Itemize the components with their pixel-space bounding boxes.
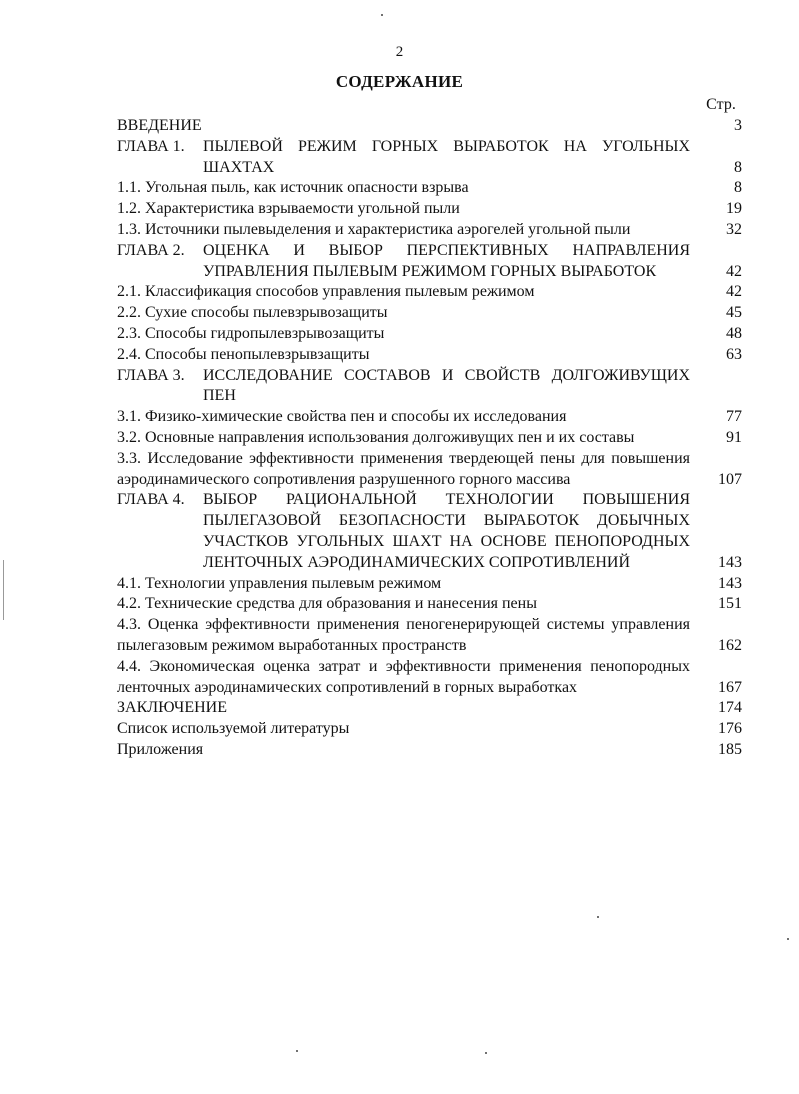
chapter-label: ГЛАВА 1. bbox=[117, 137, 185, 155]
toc-entry-page: 45 bbox=[726, 304, 742, 322]
chapter-title: ИССЛЕДОВАНИЕ СОСТАВОВ И СВОЙСТВ ДОЛГОЖИВУЩИХ ПЕН bbox=[203, 366, 690, 405]
toc-entry-page: 176 bbox=[718, 720, 742, 738]
toc-entry-text: 2.4. Способы пенопылевзрывзащиты bbox=[117, 345, 370, 363]
toc-entry-1-3 bbox=[117, 220, 742, 241]
toc-entry-page: 32 bbox=[726, 220, 742, 238]
chapter-title: ОЦЕНКА И ВЫБОР ПЕРСПЕКТИВНЫХ НАПРАВЛЕНИЯ УПРАВЛЕНИЯ ПЫЛЕВЫМ РЕЖИМОМ ГОРНЫХ ВЫРАБОТОК bbox=[203, 241, 690, 280]
scan-speck bbox=[597, 916, 599, 918]
toc-entry-2-2 bbox=[117, 303, 742, 324]
toc-entry-introduction bbox=[117, 116, 742, 137]
scan-speck bbox=[381, 14, 383, 16]
toc-entry-page: 3 bbox=[734, 117, 742, 134]
toc-entry-page: 143 bbox=[718, 553, 742, 571]
toc-entry-chapter-4 bbox=[117, 490, 742, 573]
table-of-contents bbox=[117, 116, 742, 761]
toc-entry-2-4 bbox=[117, 345, 742, 366]
toc-entry-4-4 bbox=[117, 657, 742, 699]
toc-entry-appendices bbox=[117, 740, 742, 761]
toc-entry-chapter-1 bbox=[117, 137, 742, 179]
page-column-label: Стр. bbox=[706, 96, 736, 113]
toc-entry-page: 8 bbox=[734, 158, 742, 176]
chapter-title: ВЫБОР РАЦИОНАЛЬНОЙ ТЕХНОЛОГИИ ПОВЫШЕНИЯ ПЫЛЕГАЗОВОЙ БЕЗОПАСНОСТИ ВЫРАБОТОК ДОБЫЧНЫХ УЧАСТКОВ УГОЛЬНЫХ ШАХТ НА ОСНОВЕ ПЕНОПОРОДНЫХ ЛЕНТОЧНЫХ АЭРОДИНАМИЧЕСКИХ СОПРОТИВЛЕНИЙ bbox=[203, 491, 690, 571]
scan-edge-line bbox=[3, 560, 4, 620]
toc-entry-text: Список используемой литературы bbox=[117, 720, 350, 738]
toc-entry-text: 3.1. Физико-химические свойства пен и способы их исследования bbox=[117, 408, 567, 426]
toc-entry-2-1 bbox=[117, 282, 742, 303]
toc-entry-page: 167 bbox=[718, 678, 742, 696]
chapter-label: ГЛАВА 3. bbox=[117, 366, 185, 384]
toc-entry-page: 19 bbox=[726, 200, 742, 218]
toc-entry-text: ЗАКЛЮЧЕНИЕ bbox=[117, 699, 227, 717]
toc-entry-chapter-2 bbox=[117, 241, 742, 283]
toc-entry-page: 143 bbox=[718, 574, 742, 592]
toc-entry-page: 42 bbox=[726, 262, 742, 280]
toc-entry-page: 151 bbox=[718, 595, 742, 613]
toc-entry-text: 4.3. Оценка эффективности применения пеногенерирующей системы управления пылегазовым режимом выработанных пространств bbox=[117, 616, 690, 654]
toc-entry-text: 4.4. Экономическая оценка затрат и эффективности применения пенопородных ленточных аэродинамических сопротивлений в горных выработках bbox=[117, 657, 690, 696]
chapter-label: ГЛАВА 2. bbox=[117, 241, 185, 259]
toc-entry-1-2 bbox=[117, 199, 742, 220]
toc-entry-page: 91 bbox=[726, 428, 742, 446]
toc-entry-text: 1.3. Источники пылевыделения и характеристика аэрогелей угольной пыли bbox=[117, 220, 631, 238]
toc-entry-page: 48 bbox=[726, 324, 742, 342]
scan-speck bbox=[787, 938, 789, 940]
toc-entry-page: 63 bbox=[726, 345, 742, 363]
toc-entry-page: 8 bbox=[734, 179, 742, 197]
scan-speck bbox=[485, 1052, 487, 1054]
toc-entry-text: 2.1. Классификация способов управления пылевым режимом bbox=[117, 283, 535, 301]
chapter-label: ГЛАВА 4. bbox=[117, 491, 185, 509]
toc-entry-page: 42 bbox=[726, 283, 742, 301]
toc-entry-3-1 bbox=[117, 407, 742, 428]
page-title: СОДЕРЖАНИЕ bbox=[335, 72, 464, 91]
toc-entry-page: 174 bbox=[718, 699, 742, 717]
toc-entry-text: Приложения bbox=[117, 740, 204, 758]
toc-entry-1-1 bbox=[117, 178, 742, 199]
chapter-title: ПЫЛЕВОЙ РЕЖИМ ГОРНЫХ ВЫРАБОТОК НА УГОЛЬНЫХ ШАХТАХ bbox=[203, 137, 690, 176]
toc-entry-2-3 bbox=[117, 324, 742, 345]
toc-entry-page: 107 bbox=[718, 470, 742, 488]
toc-entry-text: 4.1. Технологии управления пылевым режимом bbox=[117, 574, 442, 592]
toc-entry-3-2 bbox=[117, 428, 742, 449]
toc-entry-3-3 bbox=[117, 449, 742, 491]
toc-entry-conclusion bbox=[117, 698, 742, 719]
toc-entry-text: ВВЕДЕНИЕ bbox=[117, 117, 202, 134]
toc-entry-text: 2.2. Сухие способы пылевзрывозащиты bbox=[117, 304, 388, 322]
toc-entry-chapter-3 bbox=[117, 366, 742, 408]
toc-entry-text: 1.2. Характеристика взрываемости угольной пыли bbox=[117, 200, 460, 218]
toc-entry-text: 4.2. Технические средства для образования и нанесения пены bbox=[117, 595, 537, 613]
toc-entry-text: 3.3. Исследование эффективности применения твердеющей пены для повышения аэродинамического сопротивления разрушенного горного массива bbox=[117, 449, 690, 488]
toc-entry-references bbox=[117, 719, 742, 740]
scan-speck bbox=[296, 1050, 298, 1052]
toc-entry-text: 2.3. Способы гидропылевзрывозащиты bbox=[117, 324, 385, 342]
toc-entry-page: 77 bbox=[726, 408, 742, 426]
toc-entry-4-3 bbox=[117, 615, 742, 657]
toc-entry-text: 3.2. Основные направления использования долгоживущих пен и их составы bbox=[117, 428, 635, 446]
toc-entry-page: 185 bbox=[718, 740, 742, 758]
toc-entry-page: 162 bbox=[718, 636, 742, 654]
toc-entry-4-2 bbox=[117, 594, 742, 615]
page-number: 2 bbox=[395, 44, 404, 60]
toc-entry-4-1 bbox=[117, 574, 742, 595]
toc-entry-text: 1.1. Угольная пыль, как источник опасности взрыва bbox=[117, 179, 469, 197]
